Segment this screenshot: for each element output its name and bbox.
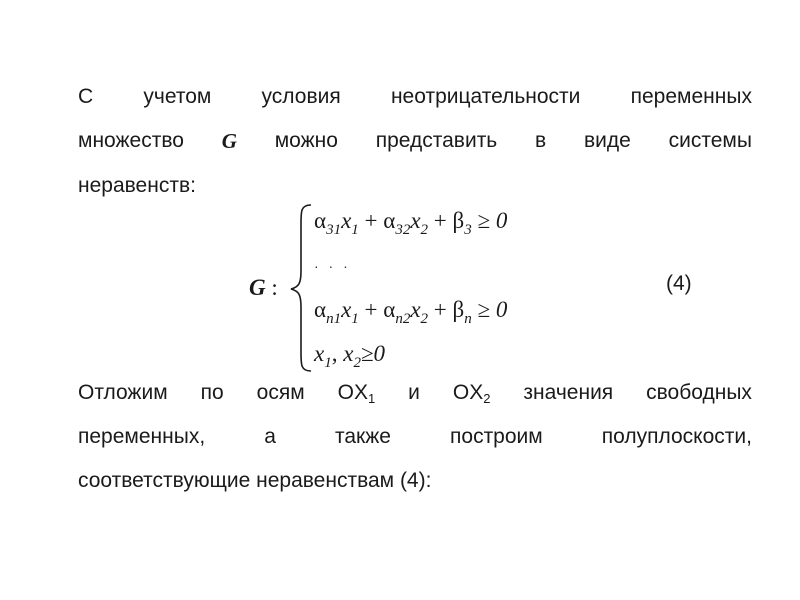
paragraph1-line2 <box>78 128 752 154</box>
beta-symbol: β <box>452 297 465 322</box>
word: представить <box>375 129 498 152</box>
system-colon: : <box>271 275 278 300</box>
alpha-symbol: α <box>383 208 396 233</box>
word: по <box>200 381 224 404</box>
relation: ≥0 <box>360 341 386 366</box>
axis-name: OX <box>337 381 368 404</box>
word: переменных, <box>78 425 206 448</box>
var-x: x <box>341 297 352 322</box>
word: также <box>334 425 391 448</box>
plus-sign: + <box>433 297 447 322</box>
plus-sign: + <box>433 208 447 233</box>
set-variable-g: G <box>221 129 237 153</box>
subscript: 2 <box>420 311 429 327</box>
word: Отложим <box>78 381 168 404</box>
word: системы <box>668 129 752 152</box>
var-x: x <box>341 208 352 233</box>
var-x: x <box>410 208 421 233</box>
axis-ox2 <box>453 380 491 406</box>
word: а <box>264 425 276 448</box>
word: неотрицательности <box>390 85 581 108</box>
word: С <box>78 85 94 108</box>
ellipsis: · · · <box>314 258 351 274</box>
word: переменных <box>630 85 752 108</box>
subscript: 2 <box>353 355 361 371</box>
subscript: 1 <box>367 391 376 406</box>
subscript: n1 <box>326 311 342 327</box>
alpha-symbol: α <box>383 297 396 322</box>
word: в <box>535 129 547 152</box>
word: виде <box>584 129 631 152</box>
word: можно <box>274 129 338 152</box>
subscript: 1 <box>351 311 359 327</box>
word: построим <box>450 425 543 448</box>
relation: ≥ 0 <box>477 297 508 322</box>
subscript: 3 <box>464 222 472 238</box>
paragraph1-line3: неравенств: <box>78 174 196 197</box>
system-label <box>249 275 278 301</box>
word: и <box>408 381 420 404</box>
plus-sign: + <box>364 297 378 322</box>
subscript: 1 <box>324 355 332 371</box>
word: условия <box>261 85 341 108</box>
word: учетом <box>143 85 212 108</box>
subscript: 32 <box>395 222 411 238</box>
subscript: 31 <box>326 222 342 238</box>
inequality-row-3 <box>314 341 386 371</box>
equation-number: (4) <box>666 272 692 295</box>
word: полуплоскости, <box>601 425 752 448</box>
word: множество <box>78 129 184 152</box>
subscript: 2 <box>483 391 491 406</box>
beta-symbol: β <box>452 208 465 233</box>
paragraph1-line1 <box>78 84 752 110</box>
var-x: x <box>314 341 325 366</box>
word: свободных <box>646 381 752 404</box>
paragraph2-line2 <box>78 424 752 450</box>
subscript: n <box>464 311 472 327</box>
plus-sign: + <box>364 208 378 233</box>
subscript: n2 <box>395 311 411 327</box>
word: значения <box>523 381 614 404</box>
word: осям <box>256 381 305 404</box>
alpha-symbol: α <box>314 297 327 322</box>
subscript: 2 <box>420 222 429 238</box>
system-label-g: G <box>249 275 266 300</box>
inequality-row-1 <box>314 208 508 238</box>
var-x: x <box>410 297 421 322</box>
alpha-symbol: α <box>314 208 327 233</box>
relation: ≥ 0 <box>477 208 508 233</box>
subscript: 1 <box>351 222 359 238</box>
paragraph2-line1 <box>78 380 752 406</box>
inequality-row-2 <box>314 297 508 327</box>
comma: , <box>331 341 338 366</box>
axis-ox1 <box>338 380 376 406</box>
paragraph2-line3: соответствующие неравенствам (4): <box>78 469 432 492</box>
var-x: x <box>343 341 354 366</box>
axis-name: OX <box>452 381 484 404</box>
